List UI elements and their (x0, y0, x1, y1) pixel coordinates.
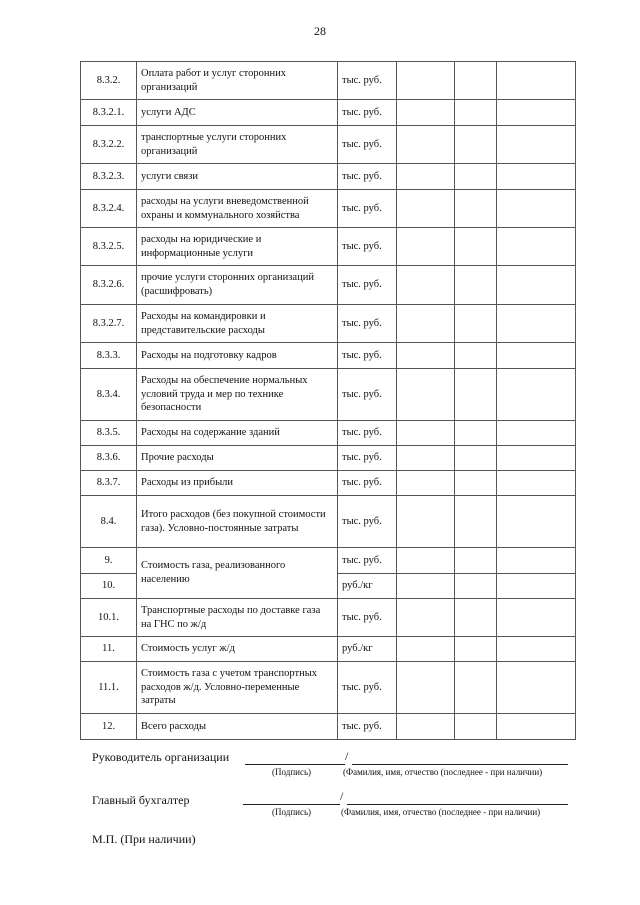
row-number: 8.4. (81, 496, 137, 548)
value-cell[interactable] (397, 496, 455, 548)
director-slash: / (345, 749, 349, 763)
row-unit: тыс. руб. (338, 662, 397, 714)
row-number: 11.1. (81, 662, 137, 714)
director-signature-caption: (Подпись) (272, 767, 312, 777)
table-row (81, 662, 576, 714)
row-name: услуги связи (137, 164, 338, 190)
row-number: 8.3.2.7. (81, 305, 137, 343)
director-signature-line[interactable] (245, 764, 345, 765)
table-row (81, 714, 576, 740)
value-cell[interactable] (397, 548, 455, 574)
row-number: 8.3.5. (81, 421, 137, 446)
row-name: Расходы на командировки и представительские расходы (137, 305, 338, 343)
row-unit: тыс. руб. (338, 228, 397, 266)
row-unit: тыс. руб. (338, 305, 397, 343)
value-cell[interactable] (455, 421, 497, 446)
value-cell[interactable] (455, 446, 497, 471)
value-cell[interactable] (397, 126, 455, 164)
row-number: 8.3.2.3. (81, 164, 137, 190)
row-number: 8.3.4. (81, 369, 137, 421)
row-number: 10. (81, 574, 137, 599)
row-unit: тыс. руб. (338, 714, 397, 740)
row-number: 8.3.6. (81, 446, 137, 471)
value-cell[interactable] (397, 599, 455, 637)
value-cell[interactable] (497, 714, 576, 740)
value-cell[interactable] (497, 421, 576, 446)
row-number: 11. (81, 637, 137, 662)
table-row (81, 496, 576, 548)
row-name: Расходы на подготовку кадров (137, 343, 338, 369)
value-cell[interactable] (497, 266, 576, 305)
row-name: Всего расходы (137, 714, 338, 740)
row-unit: тыс. руб. (338, 496, 397, 548)
value-cell[interactable] (455, 305, 497, 343)
value-cell[interactable] (497, 126, 576, 164)
value-cell[interactable] (497, 62, 576, 100)
value-cell[interactable] (455, 471, 497, 496)
table-row (81, 190, 576, 228)
value-cell[interactable] (497, 446, 576, 471)
row-unit: тыс. руб. (338, 62, 397, 100)
row-unit: руб./кг (338, 637, 397, 662)
value-cell[interactable] (397, 421, 455, 446)
value-cell[interactable] (497, 305, 576, 343)
row-number: 8.3.7. (81, 471, 137, 496)
value-cell[interactable] (455, 343, 497, 369)
value-cell[interactable] (397, 305, 455, 343)
value-cell[interactable] (397, 574, 455, 599)
director-label: Руководитель организации (92, 750, 230, 764)
row-unit: тыс. руб. (338, 421, 397, 446)
row-unit: тыс. руб. (338, 100, 397, 126)
row-name: Расходы на обеспечение нормальных условий труда и мер по технике безопасности (137, 369, 338, 421)
value-cell[interactable] (455, 266, 497, 305)
value-cell[interactable] (397, 446, 455, 471)
row-number: 8.3.2.6. (81, 266, 137, 305)
row-unit: руб./кг (338, 574, 397, 599)
row-unit: тыс. руб. (338, 471, 397, 496)
row-name: Стоимость услуг ж/д (137, 637, 338, 662)
value-cell[interactable] (497, 599, 576, 637)
page-number: 28 (314, 24, 326, 38)
row-name: Транспортные расходы по доставке газа на ГНС по ж/д (137, 599, 338, 637)
value-cell[interactable] (497, 100, 576, 126)
value-cell[interactable] (397, 662, 455, 714)
value-cell[interactable] (397, 100, 455, 126)
value-cell[interactable] (397, 471, 455, 496)
accountant-signature-line[interactable] (243, 804, 340, 805)
value-cell[interactable] (455, 496, 497, 548)
table-row (81, 62, 576, 100)
value-cell[interactable] (455, 714, 497, 740)
value-cell[interactable] (497, 574, 576, 599)
value-cell[interactable] (397, 164, 455, 190)
value-cell[interactable] (397, 228, 455, 266)
row-number: 8.3.2.4. (81, 190, 137, 228)
row-number: 8.3.2.1. (81, 100, 137, 126)
row-unit: тыс. руб. (338, 126, 397, 164)
accountant-label: Главный бухгалтер (92, 793, 190, 807)
table-row (81, 228, 576, 266)
value-cell[interactable] (455, 100, 497, 126)
table-row (81, 305, 576, 343)
table-row (81, 599, 576, 637)
value-cell[interactable] (497, 228, 576, 266)
value-cell[interactable] (455, 190, 497, 228)
row-number: 8.3.2.2. (81, 126, 137, 164)
row-name: Стоимость газа, реализованного населению (137, 548, 338, 599)
value-cell[interactable] (455, 228, 497, 266)
row-number: 12. (81, 714, 137, 740)
row-unit: тыс. руб. (338, 599, 397, 637)
row-number: 8.3.2. (81, 62, 137, 100)
director-name-line[interactable] (352, 764, 568, 765)
row-name: прочие услуги сторонних организаций (расшифровать) (137, 266, 338, 305)
value-cell[interactable] (397, 190, 455, 228)
accountant-name-caption: (Фамилия, имя, отчество (последнее - при наличии) (341, 807, 541, 817)
row-number: 8.3.3. (81, 343, 137, 369)
value-cell[interactable] (455, 637, 497, 662)
row-name: транспортные услуги сторонних организаций (137, 126, 338, 164)
value-cell[interactable] (497, 369, 576, 421)
value-cell[interactable] (455, 369, 497, 421)
row-unit: тыс. руб. (338, 369, 397, 421)
row-name: Итого расходов (без покупной стоимости газа). Условно-постоянные затраты (137, 496, 338, 548)
row-name: услуги АДС (137, 100, 338, 126)
stamp-label: М.П. (При наличии) (92, 832, 196, 846)
row-unit: тыс. руб. (338, 164, 397, 190)
row-name: расходы на услуги вневедомственной охраны и коммунального хозяйства (137, 190, 338, 228)
table-row (81, 164, 576, 190)
row-unit: тыс. руб. (338, 548, 397, 574)
table-row (81, 421, 576, 446)
value-cell[interactable] (497, 343, 576, 369)
director-name-caption: (Фамилия, имя, отчество (последнее - при наличии) (343, 767, 543, 777)
row-number: 9. (81, 548, 137, 574)
accountant-slash: / (340, 789, 344, 803)
row-name: Прочие расходы (137, 446, 338, 471)
row-name: расходы на юридические и информационные услуги (137, 228, 338, 266)
table-row (81, 100, 576, 126)
value-cell[interactable] (397, 637, 455, 662)
value-cell[interactable] (497, 190, 576, 228)
table-row (81, 471, 576, 496)
table-row (81, 369, 576, 421)
value-cell[interactable] (397, 343, 455, 369)
row-unit: тыс. руб. (338, 190, 397, 228)
value-cell[interactable] (455, 126, 497, 164)
value-cell[interactable] (455, 599, 497, 637)
expenses-table (80, 61, 576, 740)
table-row (81, 637, 576, 662)
row-unit: тыс. руб. (338, 343, 397, 369)
row-name: Расходы из прибыли (137, 471, 338, 496)
table-row (81, 446, 576, 471)
value-cell[interactable] (497, 548, 576, 574)
value-cell[interactable] (455, 164, 497, 190)
value-cell[interactable] (397, 369, 455, 421)
value-cell[interactable] (455, 548, 497, 574)
value-cell[interactable] (497, 637, 576, 662)
row-name: Расходы на содержание зданий (137, 421, 338, 446)
table-row (81, 126, 576, 164)
value-cell[interactable] (497, 471, 576, 496)
row-name: Оплата работ и услуг сторонних организаций (137, 62, 338, 100)
row-unit: тыс. руб. (338, 266, 397, 305)
value-cell[interactable] (497, 662, 576, 714)
row-name: Стоимость газа с учетом транспортных расходов ж/д. Условно-переменные затраты (137, 662, 338, 714)
table-row (81, 266, 576, 305)
accountant-signature-caption: (Подпись) (272, 807, 312, 817)
row-number: 8.3.2.5. (81, 228, 137, 266)
value-cell[interactable] (455, 574, 497, 599)
table-row (81, 343, 576, 369)
value-cell[interactable] (397, 714, 455, 740)
row-unit: тыс. руб. (338, 446, 397, 471)
value-cell[interactable] (397, 266, 455, 305)
value-cell[interactable] (397, 62, 455, 100)
value-cell[interactable] (497, 164, 576, 190)
accountant-name-line[interactable] (347, 804, 568, 805)
row-number: 10.1. (81, 599, 137, 637)
table-row (81, 548, 576, 574)
value-cell[interactable] (455, 662, 497, 714)
value-cell[interactable] (455, 62, 497, 100)
value-cell[interactable] (497, 496, 576, 548)
